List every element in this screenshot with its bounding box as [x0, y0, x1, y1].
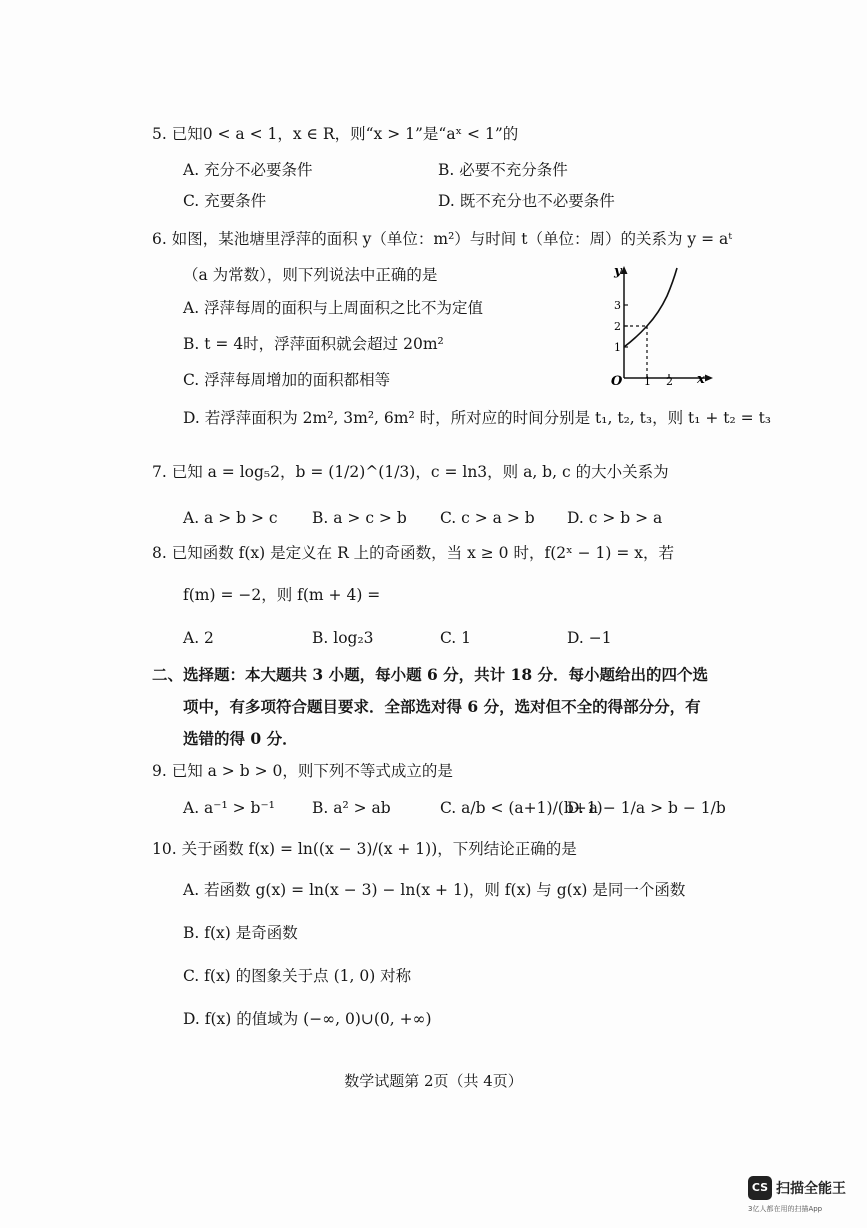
q7-stem: 7. 已知 a = log₅2，b = (1/2)^(1/3)，c = ln3，则 a, b, c 的大小关系为	[152, 463, 669, 481]
q9-stem: 9. 已知 a > b > 0，则下列不等式成立的是	[152, 762, 453, 780]
q10-stem: 10. 关于函数 f(x) = ln((x − 3)/(x + 1))，下列结论正确的是	[152, 840, 577, 858]
q10-option-b: B. f(x) 是奇函数	[183, 924, 298, 942]
q8-stem-line2: f(m) = −2，则 f(m + 4) =	[183, 586, 381, 604]
q7-option-b: B. a > c > b	[312, 509, 407, 527]
q6-option-a: A. 浮萍每周的面积与上周面积之比不为定值	[183, 299, 484, 317]
watermark-tagline: 3亿人都在用的扫描App	[748, 1205, 823, 1213]
q9-option-d: D. a − 1/a > b − 1/b	[567, 799, 726, 817]
q7-option-a: A. a > b > c	[183, 509, 278, 527]
q9-option-b: B. a² > ab	[312, 799, 391, 817]
q5-option-d: D. 既不充分也不必要条件	[438, 192, 615, 210]
q6-option-c: C. 浮萍每周增加的面积都相等	[183, 371, 391, 389]
q9-option-c: C. a/b < (a+1)/(b+1)	[440, 799, 603, 817]
q10-option-a: A. 若函数 g(x) = ln(x − 3) − ln(x + 1)，则 f(x) 与 g(x) 是同一个函数	[183, 881, 686, 899]
q5-option-c: C. 充要条件	[183, 192, 267, 210]
q10-option-c: C. f(x) 的图象关于点 (1, 0) 对称	[183, 967, 412, 985]
page-footer: 数学试题第 2页（共 4页）	[344, 1072, 523, 1090]
q6-stem-line1: 6. 如图，某池塘里浮萍的面积 y（单位：m²）与时间 t（单位：周）的关系为 y = aᵗ	[152, 230, 733, 248]
watermark-app-name: 扫描全能王	[776, 1181, 846, 1197]
graph-x-axis-label: x	[697, 372, 705, 387]
q6-exponential-graph	[605, 258, 715, 388]
graph-y-tick-3: 3	[614, 299, 621, 312]
q6-stem-line2: （a 为常数），则下列说法中正确的是	[183, 266, 438, 284]
q5-option-a: A. 充分不必要条件	[183, 161, 313, 179]
section2-heading-line2: 项中，有多项符合题目要求．全部选对得 6 分，选对但不全的得部分分，有	[183, 697, 701, 716]
q9-option-a: A. a⁻¹ > b⁻¹	[183, 799, 275, 817]
section2-heading-line1: 二、选择题：本大题共 3 小题，每小题 6 分，共计 18 分．每小题给出的四个选	[152, 665, 709, 684]
graph-y-axis-label: y	[614, 264, 622, 279]
q8-option-c: C. 1	[440, 629, 472, 647]
q5-option-b: B. 必要不充分条件	[438, 161, 568, 179]
graph-y-tick-1: 1	[614, 341, 621, 354]
q6-option-d: D. 若浮萍面积为 2m², 3m², 6m² 时，所对应的时间分别是 t₁, t₂, t₃，则 t₁ + t₂ = t₃	[183, 409, 772, 427]
q7-option-d: D. c > b > a	[567, 509, 663, 527]
q10-option-d: D. f(x) 的值域为 (−∞, 0)∪(0, +∞)	[183, 1010, 432, 1028]
graph-origin-label: O	[611, 374, 623, 388]
q8-stem-line1: 8. 已知函数 f(x) 是定义在 R 上的奇函数，当 x ≥ 0 时，f(2ˣ − 1) = x，若	[152, 544, 675, 562]
section2-heading-line3: 选错的得 0 分．	[183, 729, 298, 748]
graph-x-tick-1: 1	[644, 375, 651, 388]
q8-option-d: D. −1	[567, 629, 612, 647]
q8-option-a: A. 2	[183, 629, 214, 647]
q6-option-b: B. t = 4时，浮萍面积就会超过 20m²	[183, 335, 444, 353]
cs-logo-icon: CS	[748, 1176, 772, 1200]
q7-option-c: C. c > a > b	[440, 509, 535, 527]
graph-x-tick-2: 2	[666, 375, 673, 388]
q5-stem: 5. 已知0 < a < 1，x ∈ R，则“x > 1”是“aˣ < 1”的	[152, 125, 519, 143]
graph-y-tick-2: 2	[614, 320, 621, 333]
scanner-watermark	[748, 1176, 853, 1216]
q8-option-b: B. log₂3	[312, 629, 374, 647]
